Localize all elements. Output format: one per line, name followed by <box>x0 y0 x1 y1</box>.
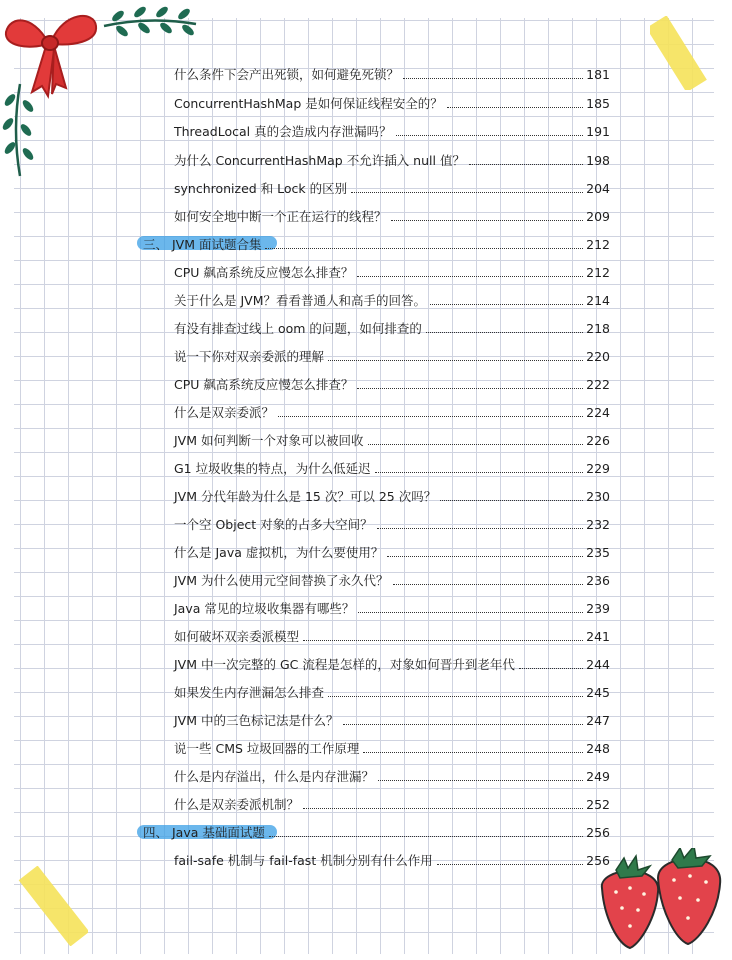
toc-entry-title: 什么是内存溢出，什么是内存泄漏？ <box>174 769 375 784</box>
toc-entry-title: 什么是双亲委派？ <box>174 405 275 420</box>
toc-entry[interactable] <box>174 764 610 786</box>
toc-entry-title: 什么条件下会产出死锁，如何避免死锁？ <box>174 67 400 82</box>
toc-entry-title: 什么是 Java 虚拟机，为什么要使用？ <box>174 545 384 560</box>
dot-leader <box>426 332 583 333</box>
toc-entry[interactable] <box>174 708 610 730</box>
toc-entry-title: 为什么 ConcurrentHashMap 不允许插入 null 值？ <box>174 153 465 168</box>
toc-entry-title: ConcurrentHashMap 是如何保证线程安全的？ <box>174 96 443 111</box>
toc-entry-page: 235 <box>586 545 610 560</box>
toc-entry-page: 244 <box>586 657 610 672</box>
toc-entry-title: 说一些 CMS 垃圾回器的工作原理 <box>174 741 360 756</box>
toc-entry-page: 209 <box>586 209 610 224</box>
toc-entry-page: 245 <box>586 685 610 700</box>
toc-entry-title: 关于什么是 JVM？看看普通人和高手的回答。 <box>174 293 426 308</box>
toc-entry-page: 230 <box>586 489 610 504</box>
toc-entry[interactable] <box>174 119 610 141</box>
dot-leader <box>303 640 583 641</box>
toc-entry[interactable] <box>174 456 610 478</box>
toc-entry-title: ThreadLocal 真的会造成内存泄漏吗？ <box>174 124 392 139</box>
toc-entry[interactable] <box>174 316 610 338</box>
dot-leader <box>363 752 583 753</box>
dot-leader <box>368 444 584 445</box>
toc-entry-title: JVM 中一次完整的 GC 流程是怎样的，对象如何晋升到老年代 <box>174 657 515 672</box>
toc-entry-page: 191 <box>586 124 610 139</box>
dot-leader <box>519 668 583 669</box>
toc-entry[interactable] <box>174 596 610 618</box>
toc-entry[interactable] <box>174 652 610 674</box>
toc-entry[interactable] <box>174 512 610 534</box>
dot-leader <box>437 864 583 865</box>
toc-entry[interactable] <box>174 624 610 646</box>
toc-entry-title: 如果发生内存泄漏怎么排查 <box>174 685 325 700</box>
toc-entry-title: 说一下你对双亲委派的理解 <box>174 349 325 364</box>
dot-leader <box>447 107 583 108</box>
toc-entry[interactable] <box>174 372 610 394</box>
toc-entry-page: 256 <box>586 825 610 840</box>
toc-entry-page: 248 <box>586 741 610 756</box>
toc-entry-page: 198 <box>586 153 610 168</box>
toc-entry[interactable] <box>174 568 610 590</box>
toc-entry-page: 214 <box>586 293 610 308</box>
dot-leader <box>440 500 583 501</box>
toc-section-entry[interactable] <box>143 820 610 842</box>
toc-entry[interactable] <box>174 62 610 84</box>
toc-entry-title: fail-safe 机制与 fail-fast 机制分别有什么作用 <box>174 853 433 868</box>
dot-leader <box>469 164 583 165</box>
dot-leader <box>358 612 583 613</box>
dot-leader <box>378 780 583 781</box>
toc-entry[interactable] <box>174 204 610 226</box>
toc-entry[interactable] <box>174 176 610 198</box>
toc-entry[interactable] <box>174 484 610 506</box>
toc-entry[interactable] <box>174 260 610 282</box>
dot-leader <box>375 472 584 473</box>
dot-leader <box>265 248 583 249</box>
toc-entry-page: 224 <box>586 405 610 420</box>
toc-entry-page: 181 <box>586 67 610 82</box>
toc-entry[interactable] <box>174 848 610 870</box>
toc-entry-title: 一个空 Object 对象的占多大空间？ <box>174 517 373 532</box>
toc-entry-title: JVM 为什么使用元空间替换了永久代？ <box>174 573 389 588</box>
toc-entry-page: 185 <box>586 96 610 111</box>
toc-entry-page: 232 <box>586 517 610 532</box>
toc-entry-title: G1 垃圾收集的特点，为什么低延迟 <box>174 461 371 476</box>
toc-entry[interactable] <box>174 288 610 310</box>
toc-entry-page: 241 <box>586 629 610 644</box>
dot-leader <box>393 584 584 585</box>
toc-section-title: 三、 JVM 面试题合集 <box>143 237 262 252</box>
toc-entry-page: 247 <box>586 713 610 728</box>
toc-entry[interactable] <box>174 148 610 170</box>
toc-entry-page: 256 <box>586 853 610 868</box>
dot-leader <box>269 836 583 837</box>
dot-leader <box>328 360 583 361</box>
dot-leader <box>303 808 583 809</box>
dot-leader <box>343 724 584 725</box>
toc-entry-page: 252 <box>586 797 610 812</box>
toc-entry[interactable] <box>174 680 610 702</box>
toc-entry[interactable] <box>174 344 610 366</box>
dot-leader <box>377 528 583 529</box>
dot-leader <box>328 696 583 697</box>
toc-entry-title: CPU 飙高系统反应慢怎么排查？ <box>174 265 354 280</box>
dot-leader <box>403 78 583 79</box>
toc-entry-title: 如何破坏双亲委派模型 <box>174 629 300 644</box>
toc-entry-title: JVM 如何判断一个对象可以被回收 <box>174 433 364 448</box>
toc-entry-page: 236 <box>586 573 610 588</box>
toc-entry-page: 222 <box>586 377 610 392</box>
toc-entry-page: 218 <box>586 321 610 336</box>
dot-leader <box>396 135 584 136</box>
toc-entry[interactable] <box>174 736 610 758</box>
dot-leader <box>387 556 583 557</box>
toc-section-title: 四、 Java 基础面试题 <box>143 825 265 840</box>
dot-leader <box>357 276 583 277</box>
toc-entry-page: 212 <box>586 237 610 252</box>
dot-leader <box>430 304 583 305</box>
toc-entry-page: 212 <box>586 265 610 280</box>
toc-entry-page: 239 <box>586 601 610 616</box>
toc-entry-page: 204 <box>586 181 610 196</box>
toc-entry-title: 什么是双亲委派机制？ <box>174 797 300 812</box>
toc-entry-page: 249 <box>586 769 610 784</box>
toc-section-entry[interactable] <box>143 232 610 254</box>
toc-entry-page: 226 <box>586 433 610 448</box>
toc-entry-title: Java 常见的垃圾收集器有哪些？ <box>174 601 355 616</box>
dot-leader <box>351 192 583 193</box>
dot-leader <box>278 416 583 417</box>
toc-entry-title: synchronized 和 Lock 的区别 <box>174 181 348 196</box>
toc-entry[interactable] <box>174 400 610 422</box>
toc-entry-title: JVM 中的三色标记法是什么？ <box>174 713 339 728</box>
toc-entry-title: 有没有排查过线上 oom 的问题，如何排查的 <box>174 321 422 336</box>
toc-entry[interactable] <box>174 792 610 814</box>
toc-entry-title: CPU 飙高系统反应慢怎么排查？ <box>174 377 354 392</box>
toc-entry[interactable] <box>174 428 610 450</box>
toc-entry-page: 229 <box>586 461 610 476</box>
dot-leader <box>391 220 584 221</box>
toc-entry-page: 220 <box>586 349 610 364</box>
toc-entry-title: JVM 分代年龄为什么是 15 次？可以 25 次吗？ <box>174 489 437 504</box>
dot-leader <box>357 388 583 389</box>
toc-entry[interactable] <box>174 540 610 562</box>
toc-entry[interactable] <box>174 91 610 113</box>
toc-entry-title: 如何安全地中断一个正在运行的线程？ <box>174 209 387 224</box>
